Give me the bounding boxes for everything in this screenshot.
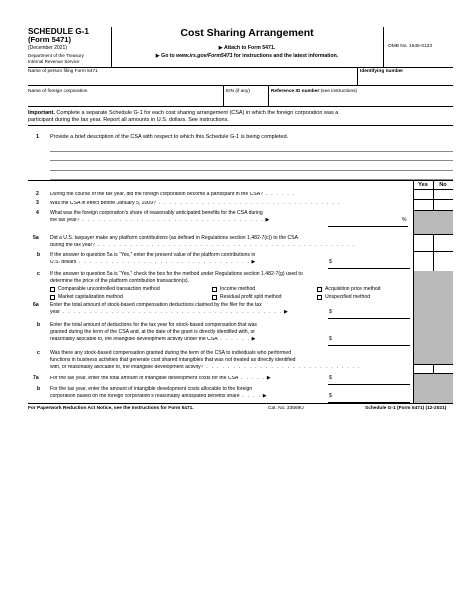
q4-percent-sign: %: [402, 217, 407, 223]
q1-write-line-2[interactable]: [50, 160, 453, 161]
q6a-dollar-sign: $: [329, 309, 332, 315]
q7a-text-label: For the tax year, enter the total amount of intangible development costs for the CSA: [50, 376, 239, 381]
q4-shaded-cell: [414, 211, 454, 234]
q5b-amount-field[interactable]: [335, 259, 410, 268]
q6c-text-line-3-label: with, or reasonably allocable to, the intangible development activity?: [50, 365, 204, 370]
q7b-text-line-2-label: corporation based on the foreign corporation's reasonably anticipated benefits share: [50, 394, 240, 399]
important-rule: [28, 125, 453, 126]
q4-text-line-2-label: the tax year?: [50, 218, 80, 223]
corp-row-rule: [28, 106, 453, 107]
q1-number: 1: [36, 134, 40, 140]
q3-text: Was the CSA in effect before January 5, 2009? . . . . . . . . . . . . . . . . . . . . . . . . . . . . . . . . . .: [50, 201, 341, 206]
ein-divider: [223, 85, 224, 106]
q6b-text-line-3-label: reasonably allocable to, the intangible development activity under the CSA: [50, 337, 218, 342]
identifying-number-label: Identifying number: [360, 69, 404, 74]
goto-suffix: for instructions and the latest information.: [232, 53, 339, 59]
identifying-number-field[interactable]: [360, 75, 450, 84]
reference-id-divider: [268, 85, 269, 106]
form-page: [28, 27, 453, 547]
q7a-text: For the tax year, enter the total amount of intangible development costs for the CSA . . . . . ▶: [50, 376, 271, 381]
q5a-text-line-2: during the tax year? . . . . . . . . . . . . . . . . . . . . . . . . . . . . . . . . . . . . . . . . . . . . . . . .: [50, 243, 356, 248]
q6a-text-line-2-label: year: [50, 310, 60, 315]
catalog-number: Cat. No. 33569U: [268, 406, 304, 411]
q4-text-line-1: What was the foreign corporation's share of reasonably anticipated benefits for the CSA during: [50, 210, 263, 216]
q6b-amount-field[interactable]: [335, 336, 410, 345]
q6b-text-line-2: granted during the term of the CSA and, at the date of the grant is directly identified with, or: [50, 329, 256, 335]
q3-text-label: Was the CSA in effect before January 5, 2009?: [50, 201, 156, 206]
footer-form-id: Schedule G-1 (Form 5471) (12-2021): [365, 406, 447, 411]
q5b-text-line-2: U.S. dollars . . . . . . . . . . . . . . . . . . . . . . . . . . . . . . . . ▶: [50, 260, 256, 265]
q5c-checkbox-market-capitalization[interactable]: [50, 295, 55, 300]
important-notice-line-1: [28, 110, 338, 116]
q3-number: 3: [36, 200, 39, 206]
q6a-input-line: [328, 318, 410, 319]
q7-shaded-cells: [414, 374, 454, 403]
q2-no-cell[interactable]: [434, 190, 453, 199]
q7a-amount-field[interactable]: [335, 375, 410, 384]
q5b-text-line-1: If the answer to question 5a is “Yes,” enter the present value of the platform contributions in: [50, 252, 256, 258]
footer-rule: [28, 403, 453, 404]
q5a-yes-cell[interactable]: [414, 235, 433, 250]
q5b-number: b: [37, 252, 41, 258]
foreign-corp-name-field[interactable]: [30, 95, 220, 105]
irs-url-link[interactable]: www.irs.gov/Form5471: [176, 53, 233, 59]
q5c-checkbox-residual-profit-split[interactable]: [212, 295, 217, 300]
q7b-text-line-1: For the tax year, enter the amount of intangible development costs allocable to the foreign: [50, 386, 253, 392]
q5c-option-market-capitalization: Market capitalization method: [58, 294, 123, 300]
page-title: Cost Sharing Arrangement: [180, 27, 314, 39]
important-notice-line-2: participant during the tax year. Report all amounts in U.S. dollars. See instructions.: [28, 117, 229, 123]
q6c-yes-cell[interactable]: [414, 365, 433, 373]
q7b-dollar-sign: $: [329, 393, 332, 399]
q3-no-cell[interactable]: [434, 200, 453, 210]
q6c-row-rule: [413, 373, 453, 374]
q5b-input-line: [328, 268, 410, 269]
q5c-option-residual-profit-split: Residual profit split method: [220, 294, 282, 300]
q5c-checkbox-comparable-uncontrolled[interactable]: [50, 287, 55, 292]
q6b-number: b: [37, 322, 41, 328]
q3-yes-cell[interactable]: [414, 200, 433, 210]
filer-id-divider: [357, 67, 358, 85]
q5b-6b-shaded-cells: [414, 271, 454, 364]
q5c-option-comparable-uncontrolled: Comparable uncontrolled transaction method: [58, 286, 160, 292]
q6c-text-line-2: functions in business activities that generate cost shared intangibles that was not treated as directly identified: [50, 357, 296, 363]
department-line-2: Internal Revenue Service: [28, 59, 80, 64]
q7b-amount-field[interactable]: [335, 393, 410, 402]
q6b-text-line-1: Enter the total amount of deductions for the tax year for stock-based compensation that was: [50, 322, 257, 328]
filer-name-label: Name of person filing Form 5471: [28, 69, 98, 74]
q6a-number: 6a: [33, 302, 39, 308]
q4-text-line-2: the tax year? . . . . . . . . . . . . . . . . . . . . . . . . . . . . . . . . . . ▶: [50, 218, 270, 223]
q6a-text-line-2: year . . . . . . . . . . . . . . . . . . . . . . . . . . . . . . . . . . . . . . . . . ▶: [50, 310, 288, 315]
department-line-1: Department of the Treasury: [28, 53, 84, 58]
q7a-number: 7a: [33, 375, 39, 381]
q7b-number: b: [37, 386, 41, 392]
instructions-link-line: [112, 54, 382, 60]
yes-column-header: Yes: [418, 182, 428, 188]
q2-number: 2: [36, 191, 39, 197]
paperwork-notice: For Paperwork Reduction Act Notice, see the Instructions for Form 5471.: [28, 406, 194, 411]
reference-id-label-bold: Reference ID number: [271, 89, 320, 94]
important-text-1: Complete a separate Schedule G-1 for each cost sharing arrangement (CSA) in which the foreign corporation was a: [54, 110, 339, 116]
q5c-text-line-1: If the answer to question 5a is “Yes,” check the box for the method under Regulations section 1.482-7(g) used to: [50, 271, 303, 277]
ein-label: EIN (if any): [226, 89, 250, 94]
q4-percent-field[interactable]: [328, 217, 400, 226]
yes-no-top-rule: [28, 180, 453, 181]
schedule-title: SCHEDULE G-1: [28, 27, 89, 36]
q5a-text-line-1: Did a U.S. taxpayer make any platform contributions (as defined in Regulations section 1.482-7(c)) to the CSA: [50, 235, 299, 241]
q5c-option-unspecified: Unspecified method: [325, 294, 371, 300]
q5c-checkbox-income[interactable]: [212, 287, 217, 292]
q5c-number: c: [37, 271, 40, 277]
filer-row-rule: [28, 85, 453, 86]
important-label: Important.: [28, 110, 55, 116]
q6c-text-line-3: with, or reasonably allocable to, the intangible development activity? . . . . . . . . . . . . . . . . . . . . . . . . . . . . .: [50, 365, 361, 370]
q4-input-line: [328, 226, 408, 227]
q5a-number: 5a: [33, 235, 39, 241]
q6b-dollar-sign: $: [329, 336, 332, 342]
q1-write-line-3[interactable]: [50, 170, 453, 171]
q4-number: 4: [36, 210, 39, 216]
q5a-row-rule: [413, 251, 453, 252]
q6b-text-line-3: reasonably allocable to, the intangible development activity under the CSA . . . . . . ▶: [50, 337, 256, 342]
reference-id-label: [271, 89, 357, 95]
form-number: (Form 5471): [28, 35, 72, 44]
goto-prefix: ▶ Go to: [155, 53, 177, 59]
q5c-checkbox-unspecified[interactable]: [317, 295, 322, 300]
q5a-no-cell[interactable]: [434, 235, 453, 250]
header-divider-right: [383, 27, 384, 67]
revision-date: (December 2021): [28, 45, 67, 51]
q5b-text-line-2-label: U.S. dollars: [50, 260, 77, 265]
q5c-checkbox-acquisition-price[interactable]: [317, 287, 322, 292]
q6a-text-line-1: Enter the total amount of stock-based compensation deductions claimed by the filer for the tax: [50, 302, 262, 308]
ein-field[interactable]: [226, 95, 266, 105]
q2-yes-cell[interactable]: [414, 190, 433, 199]
header-bottom-rule: [28, 67, 453, 68]
q2-text: During the course of the tax year, did the foreign corporation become a participant in the CSA? . . . . . .: [50, 192, 296, 197]
q2-text-label: During the course of the tax year, did the foreign corporation become a participant in the CSA?: [50, 192, 263, 197]
q7a-input-line: [328, 384, 410, 385]
q6c-no-cell[interactable]: [434, 365, 453, 373]
q7a-dollar-sign: $: [329, 375, 332, 381]
q6a-amount-field[interactable]: [335, 309, 410, 318]
q6b-input-line: [328, 345, 410, 346]
filer-name-field[interactable]: [30, 75, 355, 84]
reference-id-label-rest: (see instructions): [319, 89, 358, 94]
q6c-text-line-1: Was there any stock-based compensation granted during the term of the CSA to individuals who performed: [50, 350, 292, 356]
q3-row-rule: [413, 210, 453, 211]
q5c-option-income: Income method: [220, 286, 256, 292]
attach-instruction: ▶ Attach to Form 5471.: [218, 45, 276, 51]
q6c-number: c: [37, 350, 40, 356]
q1-text: Provide a brief description of the CSA with respect to which this Schedule G-1 is being completed.: [50, 134, 289, 140]
q1-write-line-1[interactable]: [50, 151, 453, 152]
reference-id-field[interactable]: [271, 95, 451, 105]
q5c-text-line-2: determine the price of the platform contribution transaction(s).: [50, 278, 190, 284]
foreign-corp-name-label: Name of foreign corporation: [28, 89, 88, 94]
omb-number: OMB No. 1545-0123: [388, 44, 432, 49]
q5c-option-acquisition-price: Acquisition price method: [325, 286, 381, 292]
q7b-text-line-2: corporation based on the foreign corporation's reasonably anticipated benefits share . . . . ▶: [50, 394, 267, 399]
q5a-text-line-2-label: during the tax year?: [50, 243, 96, 248]
q5b-dollar-sign: $: [329, 259, 332, 265]
no-column-header: No: [439, 182, 447, 188]
